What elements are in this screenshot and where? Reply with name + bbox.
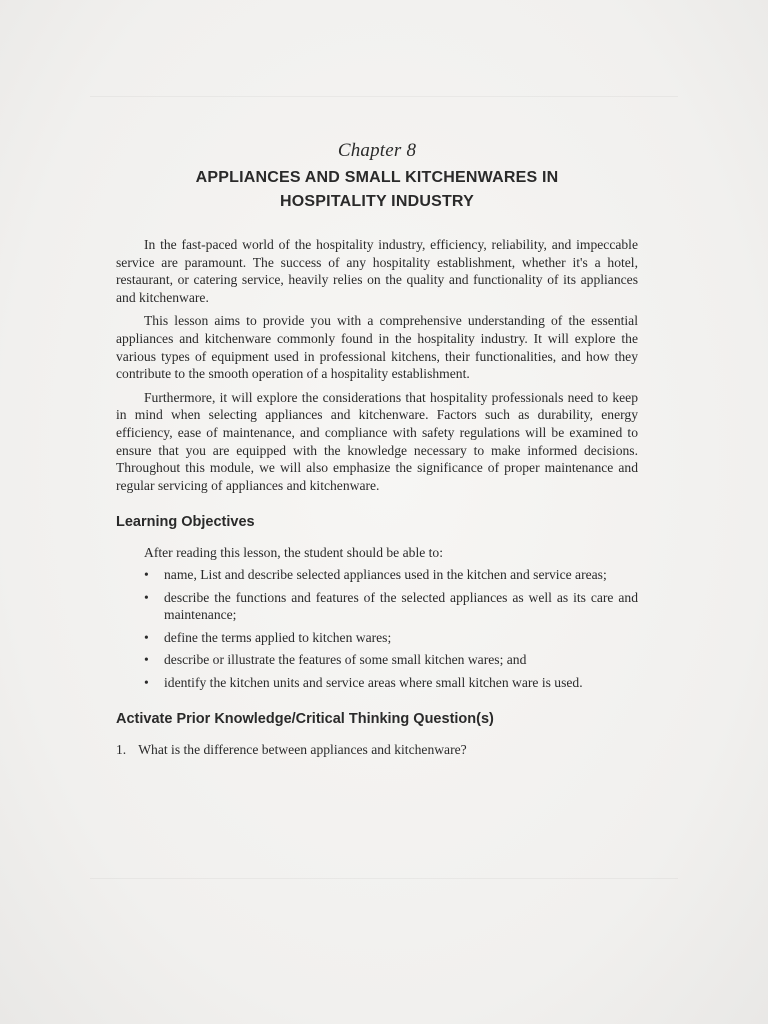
objective-item bbox=[116, 651, 638, 669]
question-item bbox=[116, 741, 638, 759]
page-content bbox=[116, 140, 638, 759]
learning-objectives-intro: After reading this lesson, the student should be able to: bbox=[144, 545, 444, 561]
chapter-title-line-1: APPLIANCES AND SMALL KITCHENWARES IN bbox=[195, 169, 559, 186]
objective-text: identify the kitchen units and service areas where small kitchen ware is used. bbox=[164, 674, 583, 690]
question-text: What is the difference between appliances and kitchenware? bbox=[138, 742, 467, 758]
bullet-icon: • bbox=[144, 589, 149, 605]
prior-knowledge-heading: Activate Prior Knowledge/Critical Thinking Question(s) bbox=[116, 711, 494, 728]
objective-item bbox=[116, 629, 638, 647]
chapter-label: Chapter 8 bbox=[337, 140, 417, 161]
question-number: 1. bbox=[116, 742, 127, 758]
chapter-title-line-2: HOSPITALITY INDUSTRY bbox=[280, 193, 474, 210]
chapter-title bbox=[116, 166, 638, 214]
objective-item bbox=[116, 566, 638, 584]
bullet-icon: • bbox=[144, 674, 149, 690]
bullet-icon: • bbox=[144, 566, 149, 582]
learning-objectives-heading: Learning Objectives bbox=[116, 514, 255, 531]
objective-item bbox=[116, 674, 638, 692]
objective-text: define the terms applied to kitchen wares; bbox=[164, 629, 392, 645]
objective-text: name, List and describe selected appliances used in the kitchen and service areas; bbox=[164, 566, 607, 582]
objective-item bbox=[116, 589, 638, 624]
objective-text: describe the functions and features of the selected appliances as well as its care and maintenance; bbox=[164, 589, 638, 623]
learning-objectives-list bbox=[116, 566, 638, 692]
bullet-icon: • bbox=[144, 629, 149, 645]
intro-paragraph-2: This lesson aims to provide you with a comprehensive understanding of the essential appliances and kitchenware commonly found in the hospitality industry. It will explore the various types of equipment used in professional kitchens, their functionalities, and how they contribute to the smooth operation of a hospitality establishment. bbox=[116, 313, 638, 382]
intro-paragraph-3: Furthermore, it will explore the considerations that hospitality professionals need to keep in mind when selecting appliances and kitchenware. Factors such as durability, energy efficiency, ease of maintenance, and compliance with safety regulations will be examined to ensure that you are equipped with the knowledge necessary to make informed decisions. Throughout this module, we will also emphasize the significance of proper maintenance and regular servicing of appliances and kitchenware. bbox=[116, 389, 638, 493]
scan-artifact-line bbox=[90, 96, 678, 97]
bullet-icon: • bbox=[144, 652, 149, 668]
scan-artifact-line bbox=[90, 878, 678, 879]
intro-paragraph-1: In the fast-paced world of the hospitality industry, efficiency, reliability, and impeccable service are paramount. The success of any hospitality establishment, whether it's a hotel, restaurant, or catering service, heavily relies on the quality and functionality of its appliances and kitchenware. bbox=[116, 237, 638, 305]
objective-text: describe or illustrate the features of some small kitchen wares; and bbox=[164, 652, 527, 668]
